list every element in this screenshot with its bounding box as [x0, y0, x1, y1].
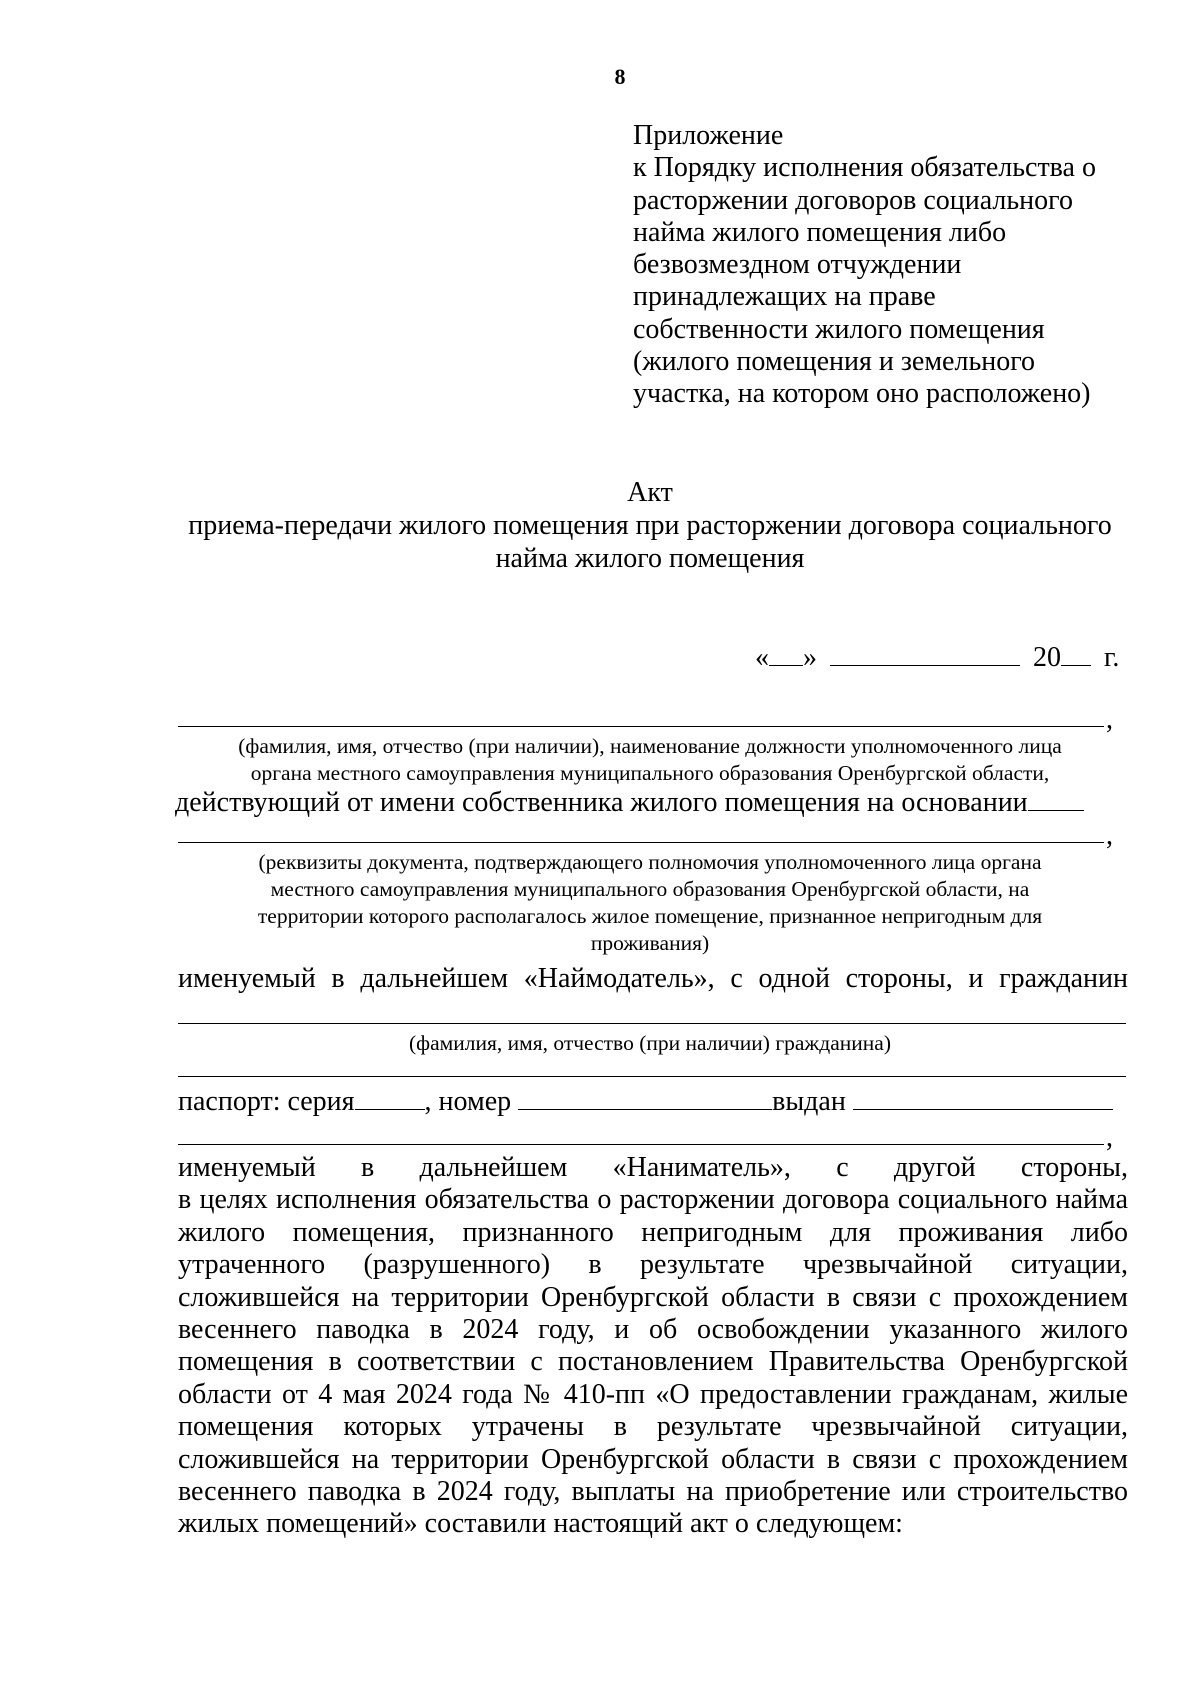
document-title — [140, 476, 1160, 575]
year-suffix: г. — [1104, 642, 1120, 673]
appendix-block — [633, 120, 1153, 411]
separator-line — [178, 1076, 1126, 1077]
caption-line: территории которого располагалось жилое помещение, признанное непригодным для — [257, 904, 1043, 928]
body-line: жилых помещений» составили настоящий акт о следующем: — [178, 1508, 903, 1540]
comma: , — [1106, 704, 1113, 735]
year-prefix: 20 — [1033, 642, 1061, 673]
body-line: области от 4 мая 2024 года № 410-пп «О предоставлении гражданам, жилые — [178, 1378, 1128, 1410]
caption-line: (фамилия, имя, отчество (при наличии), наименование должности уполномоченного лица — [238, 734, 1062, 758]
caption-line: (реквизиты документа, подтверждающего полномочия уполномоченного лица органа — [258, 850, 1042, 874]
appendix-line: к Порядку исполнения обязательства о — [633, 152, 1096, 184]
appendix-line: принадлежащих на праве — [633, 281, 936, 313]
document-caption — [150, 849, 1150, 957]
body-line: помещения в соответствии с постановлением Правительства Оренбургской — [178, 1346, 1128, 1378]
acting-basis-line — [175, 784, 1084, 819]
title-line-2: найма жилого помещения — [495, 543, 805, 574]
body-line: жилого помещения, признанного непригодным для проживания либо — [178, 1216, 1128, 1248]
appendix-line: участка, на котором оно расположено) — [633, 378, 1091, 410]
landlord-line: именуемый в дальнейшем «Наймодатель», с одной стороны, и гражданин — [178, 963, 1128, 994]
passport-issued-blank[interactable] — [853, 1083, 1113, 1110]
appendix-line: найма жилого помещения либо — [633, 216, 1007, 248]
body-line: сложившейся на территории Оренбургской области в связи с прохождением — [178, 1443, 1128, 1475]
page-number: 8 — [614, 64, 626, 89]
passport-number-blank[interactable] — [518, 1083, 772, 1110]
comma: , — [1106, 820, 1113, 851]
appendix-line: собственности жилого помещения — [633, 313, 1045, 345]
year-blank[interactable] — [1061, 639, 1091, 666]
appendix-line: расторжении договоров социального — [633, 184, 1073, 216]
official-name-blank[interactable] — [178, 726, 1104, 727]
caption-line: (фамилия, имя, отчество (при наличии) гражданина) — [409, 1031, 891, 1055]
title-line-1: приема-передачи жилого помещения при расторжении договора социального — [188, 510, 1112, 541]
date-open-quote: « — [755, 642, 769, 673]
appendix-line: (жилого помещения и земельного — [633, 346, 1035, 378]
passport-line — [178, 1083, 1128, 1118]
passport-series-label: паспорт: серия — [178, 1086, 355, 1117]
body-line: именуемый в дальнейшем «Наниматель», с другой стороны, — [178, 1152, 1128, 1183]
basis-blank[interactable] — [1028, 784, 1084, 811]
official-caption — [150, 733, 1150, 787]
body-paragraph — [178, 1152, 1128, 1541]
appendix-line: Приложение — [633, 120, 784, 151]
comma: , — [1106, 1122, 1113, 1153]
body-line: весеннего паводка в 2024 году, выплаты на приобретение или строительство — [178, 1476, 1128, 1508]
caption-line: местного самоуправления муниципального образования Оренбургской области, на — [270, 877, 1030, 901]
day-blank[interactable] — [769, 639, 803, 666]
date-line — [755, 639, 1135, 675]
acting-basis-text: действующий от имени собственника жилого помещения на основании — [175, 787, 1028, 818]
caption-line: проживания) — [590, 931, 710, 955]
body-line: утраченного (разрушенного) в результате чрезвычайной ситуации, — [178, 1249, 1128, 1281]
passport-number-label: , номер — [424, 1086, 512, 1117]
body-line: помещения которых утрачены в результате чрезвычайной ситуации, — [178, 1411, 1128, 1443]
body-line: в целях исполнения обязательства о расторжении договора социального найма — [178, 1184, 1128, 1216]
citizen-name-blank[interactable] — [178, 1023, 1126, 1024]
caption-line: органа местного самоуправления муниципального образования Оренбургской области, — [250, 761, 1050, 785]
body-line: весеннего паводка в 2024 году, и об освобождении указанного жилого — [178, 1314, 1128, 1346]
body-line: сложившейся на территории Оренбургской области в связи с прохождением — [178, 1281, 1128, 1313]
citizen-caption — [150, 1030, 1150, 1057]
passport-issued-label: выдан — [772, 1086, 846, 1117]
passport-series-blank[interactable] — [355, 1083, 425, 1110]
appendix-line: безвозмездном отчуждении — [633, 249, 962, 281]
issued-by-blank[interactable] — [178, 1144, 1104, 1145]
date-close-quote: » — [803, 642, 817, 673]
document-details-blank[interactable] — [178, 842, 1104, 843]
month-blank[interactable] — [830, 639, 1020, 666]
title-heading: Акт — [627, 477, 673, 508]
